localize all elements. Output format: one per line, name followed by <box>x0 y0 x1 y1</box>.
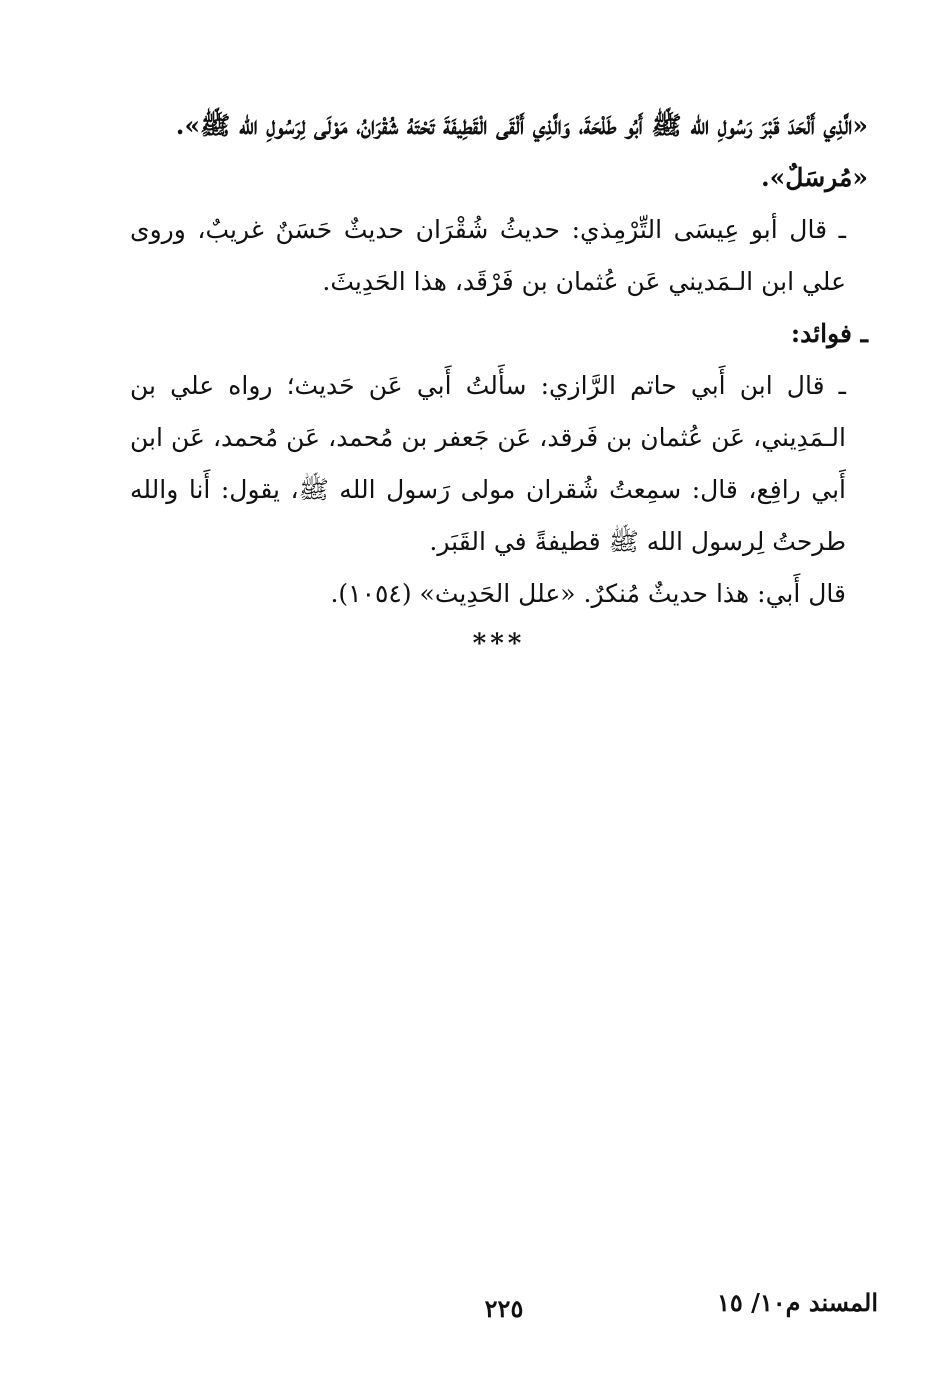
page-footer <box>130 1288 878 1328</box>
section-separator: *** <box>472 629 526 659</box>
munkar-note: قال أَبي: هذا حديثٌ مُنكرٌ. «علل الحَدِيث» (١٠٥٤). <box>330 579 846 608</box>
main-text <box>130 100 868 664</box>
tirmidhi-comment: ـ قال أبو عِيسَى التِّرْمِذي: حديثُ شُقْرَان حديثٌ حَسَنٌ غريبٌ، وروى علي ابن الـمَديني عَن عُثمان بن فَرْقَد، هذا الحَدِيثَ. <box>130 215 846 296</box>
mursal-note: «مُرسَلٌ». <box>760 163 868 192</box>
benefits-heading: ـ فوائد: <box>790 319 868 348</box>
ibn-abi-hatim-comment: ـ قال ابن أَبي حاتم الرَّازي: سأَلتُ أَبي عَن حَديث؛ رواه علي بن الـمَدِيني، عَن عُثمان بن فَرقد، عَن جَعفر بن مُحمد، عَن مُحمد، عَن ابن أَبي رافِع، قال: سمِعتُ شُقران مولى رَسول الله ﷺ، يقول: أَنا والله طرحتُ لِرسول الله ﷺ قطيفةً في القَبَر. <box>130 371 846 556</box>
signature-mark: المسند م١٠/ ١٥ <box>716 1288 878 1317</box>
hadith-text: «الَّذِي أَلْحَدَ قَبْرَ رَسُولِ الله ﷺ أَبُو طَلْحَةَ، وَالَّذِي أَلْقَى الْقَطِيفَةَ تَحْتَهُ شُقْرَانُ، مَوْلَى لِرَسُولِ الله ﷺ». <box>175 111 868 140</box>
page-number: ٢٢٥ <box>484 1294 524 1323</box>
